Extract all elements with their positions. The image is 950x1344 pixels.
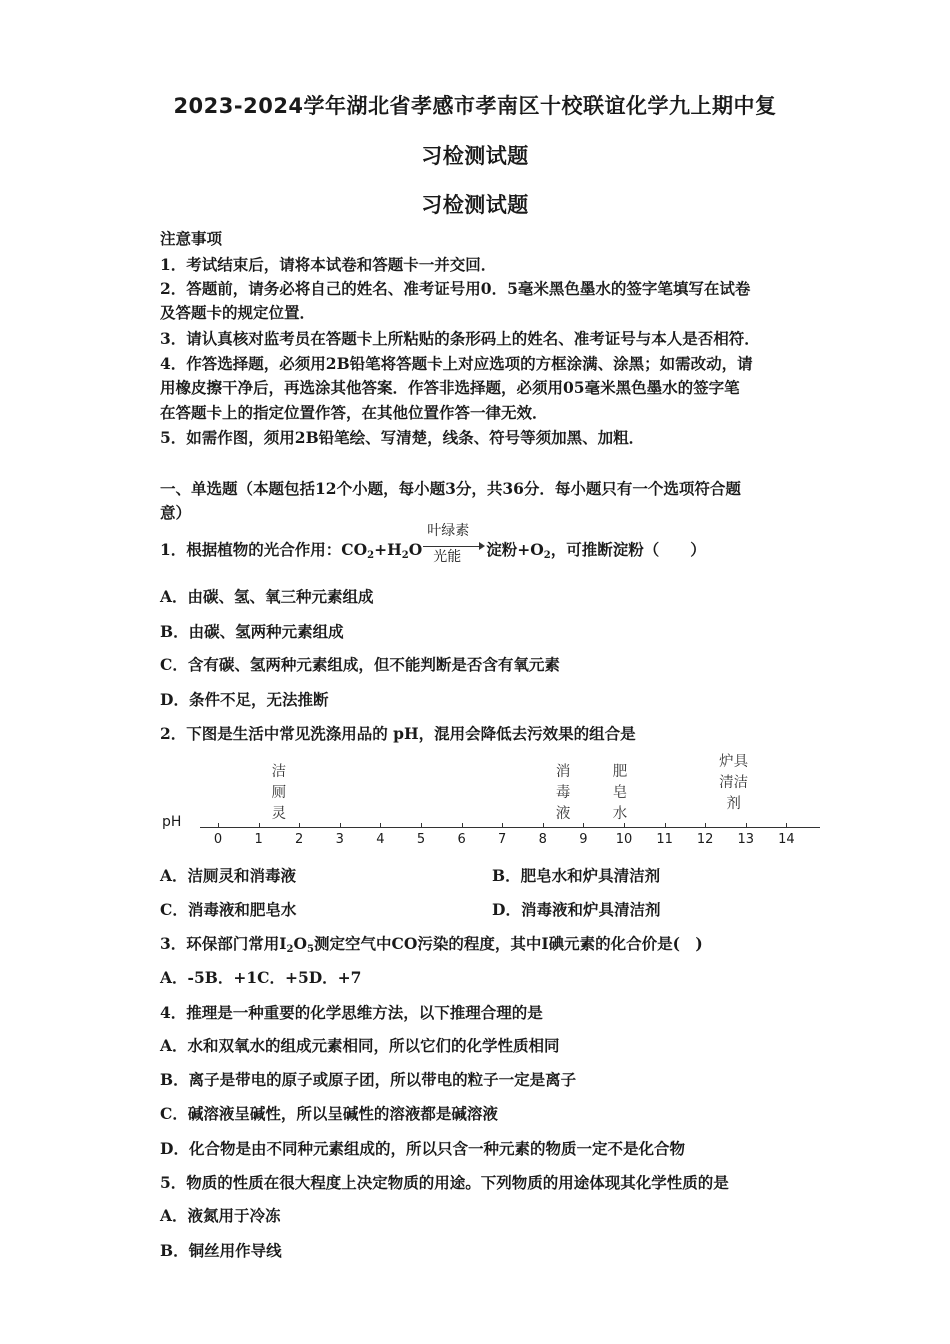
q4-option-c: C．碱溶液呈碱性，所以呈碱性的溶液都是碱溶液: [160, 1104, 498, 1123]
ph-tick: [380, 823, 381, 827]
title-line-3: 习检测试题: [421, 193, 529, 217]
ph-tick: [705, 823, 706, 827]
ph-tick-label: 0: [213, 832, 223, 847]
ph-tick-label: 4: [376, 832, 385, 847]
notice-item: 4．作答选择题，必须用2B铅笔将答题卡上对应选项的方框涂满、涂黑；如需改动，请: [160, 354, 753, 373]
arrow-condition-bottom: 光能: [433, 549, 462, 565]
ph-tick: [502, 823, 503, 827]
notice-item: 3．请认真核对监考员在答题卡上所粘贴的条形码上的姓名、准考证号与本人是否相符．: [160, 329, 760, 348]
ph-product-label: 消 毒 液: [555, 764, 571, 822]
q5-option-b: B．铜丝用作导线: [160, 1241, 282, 1260]
ph-tick-label: 1: [254, 832, 263, 847]
question-5-stem: 5．物质的性质在很大程度上决定物质的用途。下列物质的用途体现其化学性质的是: [160, 1173, 729, 1192]
ph-scale-diagram: [160, 752, 825, 852]
ph-tick: [746, 823, 747, 827]
notice-heading: 注意事项: [160, 229, 223, 248]
notice-item: 1．考试结束后，请将本试卷和答题卡一并交回．: [160, 255, 497, 274]
q1-option-d: D．条件不足，无法推断: [160, 690, 329, 709]
ph-tick-label: 8: [538, 832, 547, 847]
ph-tick-label: 11: [656, 832, 673, 847]
ph-tick: [218, 823, 219, 827]
ph-tick: [583, 823, 584, 827]
section-heading: 一、单选题（本题包括12个小题，每小题3分，共36分．每小题只有一个选项符合题: [160, 479, 741, 498]
ph-product-label: 肥 皂 水: [612, 764, 628, 822]
ph-product-label: 洁 厕 灵: [271, 764, 287, 822]
ph-tick: [786, 823, 787, 827]
q1-option-c: C．含有碳、氢两种元素组成，但不能判断是否含有氧元素: [160, 655, 560, 674]
notice-item: 用橡皮擦干净后，再选涂其他答案．作答非选择题，必须用05毫米黑色墨水的签字笔: [160, 378, 740, 397]
ph-tick-label: 2: [295, 832, 304, 847]
q5-option-a: A．液氮用于冷冻: [160, 1206, 281, 1225]
arrow-condition-top: 叶绿素: [427, 523, 470, 539]
reaction-arrow: [423, 523, 485, 565]
ph-tick-label: 6: [457, 832, 466, 847]
section-heading-cont: 意）: [160, 503, 192, 522]
ph-tick-label: 14: [778, 832, 795, 847]
question-2-stem: 2．下图是生活中常见洗涤用品的 pH，混用会降低去污效果的组合是: [160, 724, 636, 743]
ph-tick-label: 7: [498, 832, 507, 847]
ph-tick: [340, 823, 341, 827]
notice-item: 及答题卡的规定位置．: [160, 303, 316, 322]
question-1-stem: 1．根据植物的光合作用：$CO_2+H_2O$ 叶绿素 光能 淀粉$+O_2$，可推断淀粉（ ）: [160, 538, 706, 561]
ph-tick: [462, 823, 463, 827]
ph-tick-label: 12: [696, 832, 714, 847]
q2-option-a: A．洁厕灵和消毒液: [160, 866, 297, 885]
ph-axis-label: pH: [162, 814, 182, 830]
title-line-2: 习检测试题: [421, 144, 529, 168]
ph-tick-label: 13: [737, 832, 755, 847]
ph-axis-line: [200, 827, 820, 828]
ph-tick: [421, 823, 422, 827]
q4-option-b: B．离子是带电的原子或原子团，所以带电的粒子一定是离子: [160, 1070, 577, 1089]
q1-option-a: A．由碳、氢、氧三种元素组成: [160, 587, 374, 606]
question-4-stem: 4．推理是一种重要的化学思维方法，以下推理合理的是: [160, 1003, 543, 1022]
q2-option-d: D．消毒液和炉具清洁剂: [492, 900, 661, 919]
q4-option-a: A．水和双氧水的组成元素相同，所以它们的化学性质相同: [160, 1036, 560, 1055]
q2-option-c: C．消毒液和肥皂水: [160, 900, 297, 919]
ph-tick: [665, 823, 666, 827]
ph-tick: [299, 823, 300, 827]
ph-tick: [259, 823, 260, 827]
q4-option-d: D．化合物是由不同种元素组成的，所以只含一种元素的物质一定不是化合物: [160, 1139, 685, 1158]
q1-option-b: B．由碳、氢两种元素组成: [160, 622, 344, 641]
notice-item: 在答题卡上的指定位置作答，在其他位置作答一律无效．: [160, 403, 548, 422]
ph-product-label: 炉具 清洁 剂: [719, 754, 749, 812]
arrow-head-icon: [479, 542, 485, 550]
ph-tick-label: 5: [416, 832, 426, 847]
notice-item: 2．答题前，请务必将自己的姓名、准考证号用0．5毫米黑色墨水的签字笔填写在试卷: [160, 279, 751, 298]
question-3-stem: 3．环保部门常用$I_2O_5$测定空气中CO污染的程度，其中I碘元素的化合价是( ): [160, 934, 703, 955]
q2-option-b: B．肥皂水和炉具清洁剂: [492, 866, 661, 885]
ph-tick: [543, 823, 544, 827]
title-line-1: 2023-2024学年湖北省孝感市孝南区十校联谊化学九上期中复: [173, 94, 777, 118]
ph-tick-label: 10: [615, 832, 633, 847]
notice-item: 5．如需作图，须用2B铅笔绘、写清楚，线条、符号等须加黑、加粗．: [160, 428, 645, 447]
ph-tick-label: 9: [579, 832, 588, 847]
q3-options: A．-5B．+1C．+5D．+7: [160, 968, 362, 987]
ph-tick-label: 3: [335, 832, 344, 847]
